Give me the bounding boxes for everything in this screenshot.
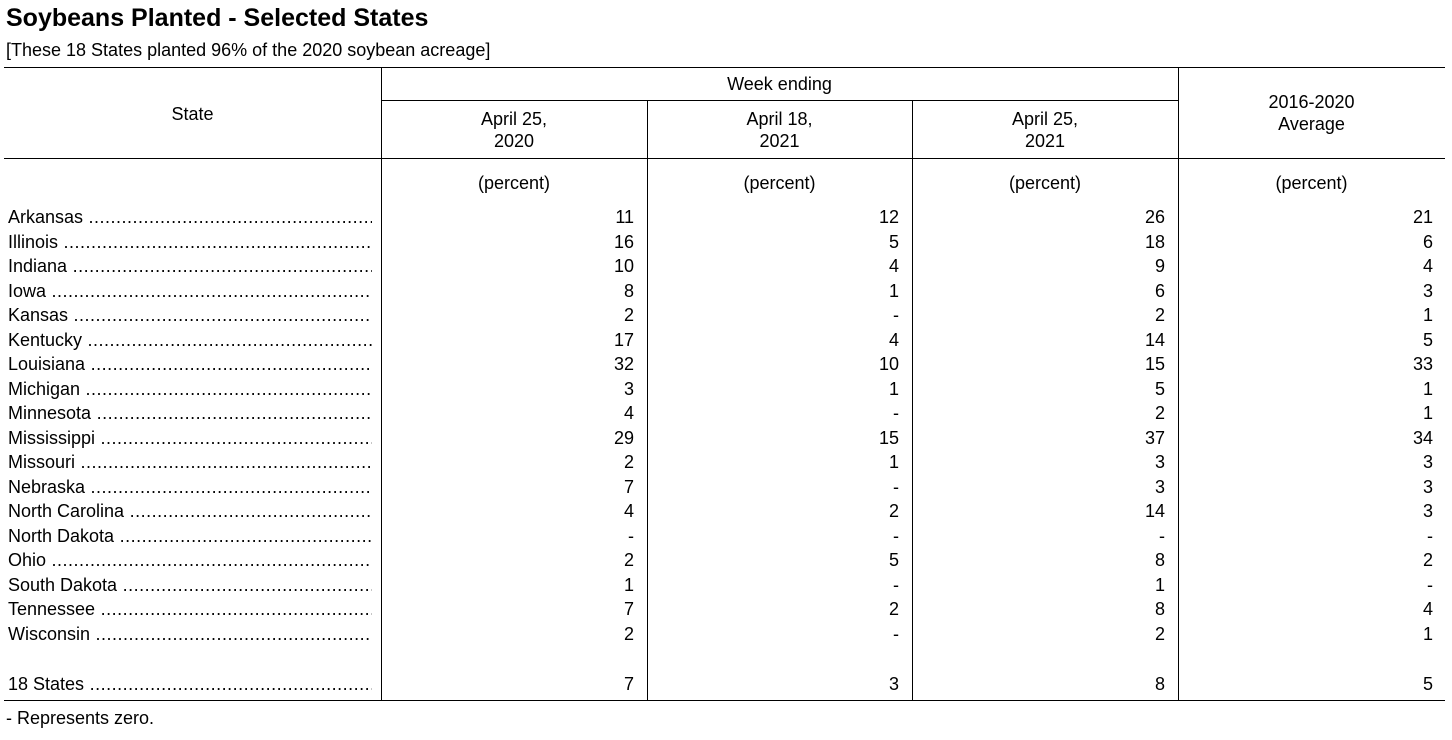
value-2016-2020-average: 1	[1422, 403, 1433, 423]
value-april-25-2021: 2	[1154, 305, 1165, 325]
value-april-25-2021: 8	[1154, 599, 1165, 619]
week-ending-header: Week ending	[727, 74, 832, 94]
value-april-25-2021: 14	[1144, 501, 1165, 521]
table-row	[0, 329, 1452, 353]
value-april-25-2020: 11	[615, 207, 634, 227]
table-row	[0, 353, 1452, 377]
state-name: North Dakota .....	[8, 525, 372, 547]
value-2016-2020-average: 4	[1422, 599, 1433, 619]
header-bottom-rule	[4, 158, 1445, 159]
value-2016-2020-average: 34	[1412, 427, 1433, 448]
value-april-18-2021: 1	[888, 378, 899, 399]
state-name: South Dakota .....	[8, 574, 372, 596]
state-name: Kentucky .....	[8, 329, 372, 351]
unit-label-col1: (percent)	[477, 173, 551, 193]
value-april-18-2021: -	[893, 476, 899, 497]
unit-label-col4: (percent)	[1275, 173, 1348, 193]
report-title: Soybeans Planted - Selected States	[6, 4, 429, 32]
table-row	[0, 598, 1452, 622]
table-row	[0, 574, 1452, 598]
value-april-18-2021: 4	[888, 256, 899, 276]
table-row	[0, 378, 1452, 402]
column-header-line: April 18,	[746, 109, 813, 129]
value-2016-2020-average: 3	[1422, 501, 1433, 521]
value-april-25-2020: 2	[623, 623, 634, 644]
value-2016-2020-average: 5	[1422, 329, 1433, 350]
state-name: Louisiana .....	[8, 353, 372, 375]
state-name: Michigan .....	[8, 378, 372, 400]
value-april-25-2020: 2	[623, 550, 634, 570]
value-april-18-2021: -	[893, 403, 899, 423]
column-header-line: Average	[1278, 114, 1345, 134]
value-2016-2020-average: 5	[1422, 674, 1433, 694]
footnote: - Represents zero.	[6, 708, 155, 728]
value-april-25-2021: 8	[1154, 674, 1165, 694]
value-2016-2020-average: 2	[1422, 550, 1433, 570]
value-april-25-2020: 7	[623, 599, 634, 619]
value-april-25-2021: 1	[1154, 574, 1165, 595]
column-header-line: April 25,	[480, 109, 548, 129]
value-april-25-2021: 37	[1144, 427, 1165, 448]
value-april-25-2020: 2	[623, 452, 634, 472]
table-row	[0, 231, 1452, 255]
value-april-18-2021: 1	[888, 280, 899, 301]
table-row	[0, 402, 1452, 426]
value-april-25-2020: 7	[623, 476, 634, 497]
table-row	[0, 427, 1452, 451]
value-2016-2020-average: 21	[1412, 207, 1433, 227]
value-april-25-2021: -	[1159, 525, 1165, 546]
value-april-18-2021: -	[893, 525, 899, 546]
value-april-18-2021: 5	[888, 231, 899, 252]
value-april-25-2021: 2	[1154, 623, 1165, 644]
value-april-25-2020: -	[628, 525, 634, 546]
table-row	[0, 549, 1452, 573]
value-april-18-2021: 15	[878, 427, 899, 448]
column-header-2016-2020-average	[1178, 91, 1445, 135]
value-april-25-2021: 2	[1154, 403, 1165, 423]
value-april-25-2020: 32	[613, 354, 634, 374]
value-2016-2020-average: 33	[1412, 354, 1433, 374]
value-2016-2020-average: 1	[1422, 305, 1433, 325]
table-row	[0, 280, 1452, 304]
state-name: Missouri .....	[8, 451, 372, 473]
state-name: North Carolina .....	[8, 500, 372, 522]
column-header-line: 2016-2020	[1268, 92, 1355, 112]
value-april-25-2021: 6	[1154, 280, 1165, 301]
column-header-line: 2021	[759, 131, 800, 151]
value-april-25-2021: 5	[1154, 378, 1165, 399]
state-name: Tennessee .....	[8, 598, 372, 620]
value-april-18-2021: 2	[888, 501, 899, 521]
value-april-25-2020: 29	[613, 427, 634, 448]
value-april-25-2021: 9	[1154, 256, 1165, 276]
state-name: Mississippi .....	[8, 427, 372, 449]
column-header-line: April 25,	[1011, 109, 1079, 129]
table-row	[0, 451, 1452, 475]
table-bottom-rule	[4, 700, 1445, 701]
column-header-line: 2021	[1024, 131, 1066, 151]
value-april-25-2020: 10	[613, 256, 634, 276]
state-column-header: State	[171, 104, 214, 124]
value-april-25-2020: 8	[623, 280, 634, 301]
table-row	[0, 255, 1452, 279]
state-name: Indiana .....	[8, 255, 372, 277]
value-april-18-2021: 4	[888, 329, 899, 350]
value-2016-2020-average: 3	[1422, 452, 1433, 472]
group-header-rule	[381, 100, 1178, 101]
value-april-25-2021: 3	[1154, 452, 1165, 472]
table-row	[0, 500, 1452, 524]
value-april-25-2021: 26	[1144, 207, 1165, 227]
value-april-25-2020: 17	[613, 329, 634, 350]
value-april-18-2021: 5	[888, 550, 899, 570]
value-april-18-2021: 2	[888, 599, 899, 619]
table-row	[0, 206, 1452, 230]
table-row	[0, 623, 1452, 647]
value-2016-2020-average: -	[1427, 574, 1433, 595]
column-header-april-25-2021	[912, 108, 1178, 152]
value-2016-2020-average: -	[1427, 525, 1433, 546]
state-name: Illinois .....	[8, 231, 372, 253]
table-top-rule	[4, 67, 1445, 68]
value-april-18-2021: 10	[878, 354, 899, 374]
value-april-25-2020: 4	[623, 403, 634, 423]
report-subtitle: [These 18 States planted 96% of the 2020 soybean acreage]	[6, 40, 491, 60]
value-2016-2020-average: 3	[1422, 280, 1433, 301]
value-april-25-2021: 8	[1154, 550, 1165, 570]
table-row	[0, 304, 1452, 328]
value-april-18-2021: 12	[878, 207, 899, 227]
value-april-25-2020: 1	[623, 574, 634, 595]
state-name: Ohio .....	[8, 549, 372, 571]
state-name: Nebraska .....	[8, 476, 372, 498]
state-name: 18 States .....	[8, 673, 372, 695]
state-name: Minnesota .....	[8, 402, 372, 424]
value-2016-2020-average: 1	[1422, 378, 1433, 399]
column-header-april-18-2021	[647, 108, 912, 152]
value-april-18-2021: 1	[888, 452, 899, 472]
table-row	[0, 525, 1452, 549]
value-april-18-2021: -	[893, 623, 899, 644]
value-april-18-2021: -	[893, 574, 899, 595]
state-name: Arkansas .....	[8, 206, 372, 228]
value-april-25-2020: 7	[623, 674, 634, 694]
table-row	[0, 476, 1452, 500]
value-april-25-2020: 2	[623, 305, 634, 325]
state-name: Kansas .....	[8, 304, 372, 326]
column-header-line: 2020	[493, 131, 535, 151]
value-april-25-2020: 3	[623, 378, 634, 399]
value-april-18-2021: -	[893, 305, 899, 325]
state-name: Wisconsin .....	[8, 623, 372, 645]
value-april-18-2021: 3	[888, 674, 899, 694]
value-april-25-2021: 18	[1144, 231, 1165, 252]
value-2016-2020-average: 6	[1422, 231, 1433, 252]
column-header-april-25-2020	[381, 108, 647, 152]
value-2016-2020-average: 1	[1422, 623, 1433, 644]
value-2016-2020-average: 3	[1422, 476, 1433, 497]
state-name: Iowa .....	[8, 280, 372, 302]
value-april-25-2021: 3	[1154, 476, 1165, 497]
value-april-25-2021: 14	[1144, 329, 1165, 350]
table-row-total	[0, 673, 1452, 697]
value-april-25-2021: 15	[1144, 354, 1165, 374]
value-2016-2020-average: 4	[1422, 256, 1433, 276]
value-april-25-2020: 4	[623, 501, 634, 521]
value-april-25-2020: 16	[613, 231, 634, 252]
unit-label-col3: (percent)	[1008, 173, 1082, 193]
unit-label-col2: (percent)	[743, 173, 816, 193]
